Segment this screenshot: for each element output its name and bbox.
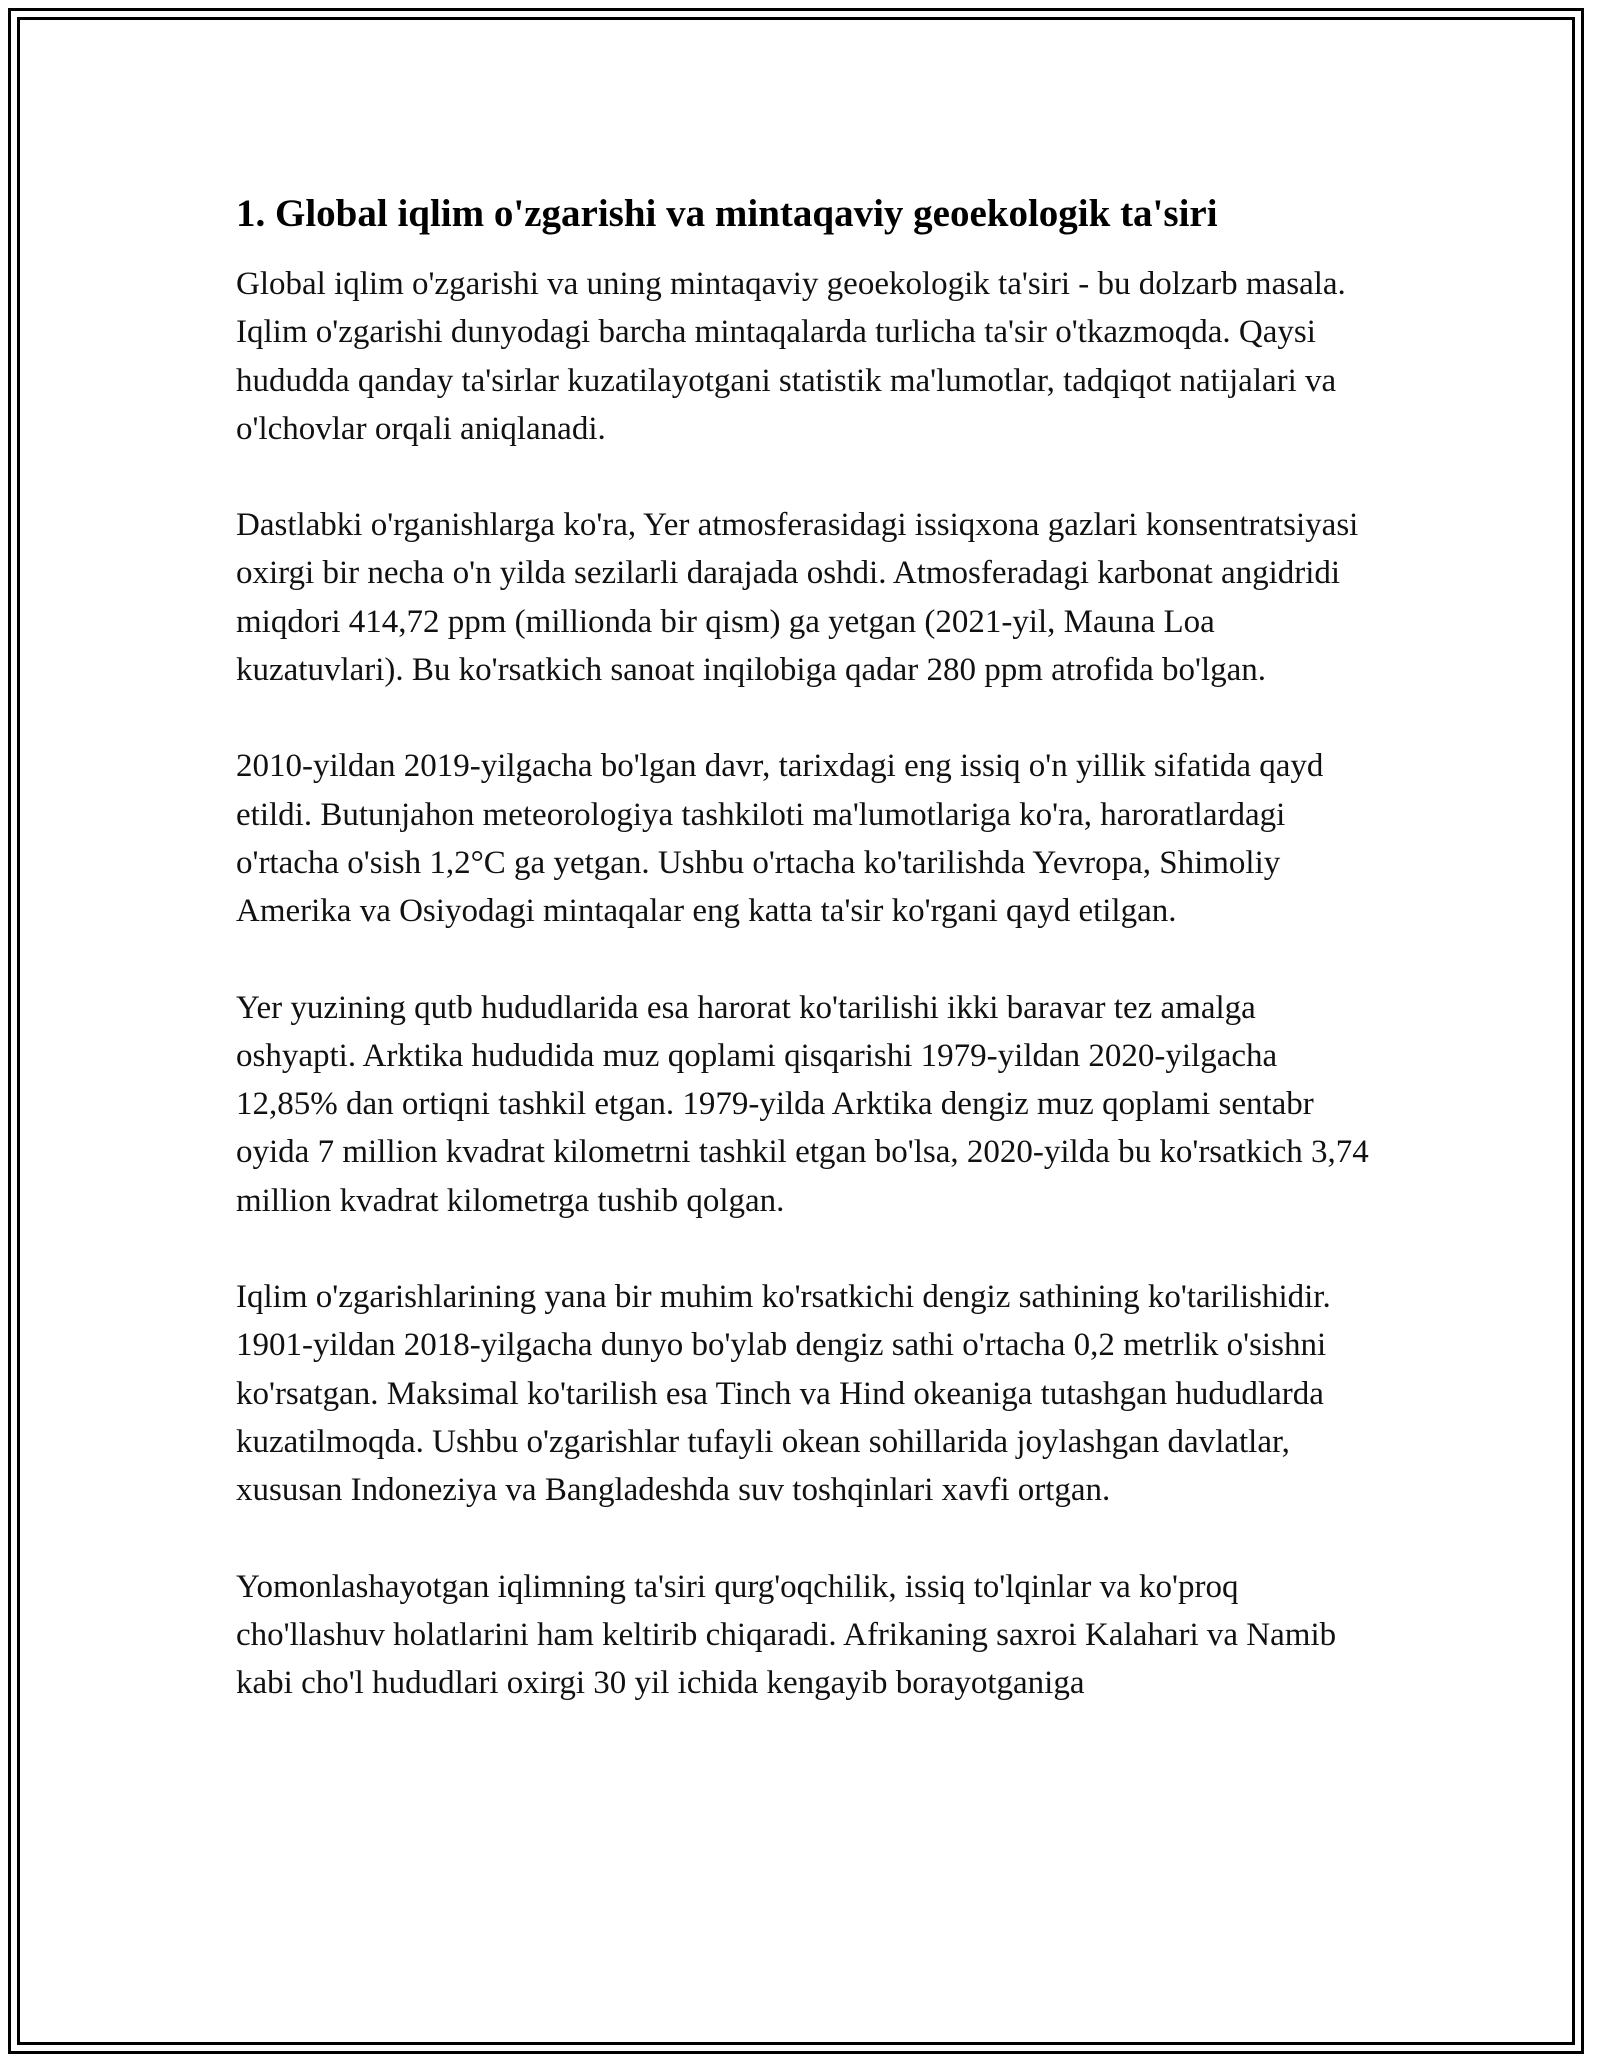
- paragraph-3: 2010-yildan 2019-yilgacha bo'lgan davr, tarixdagi eng issiq o'n yillik sifatida qayd etildi. Butunjahon meteorologiya tashkiloti ma'lumotlariga ko'ra, haroratlardagi o'rtacha o'sish 1,2°C ga yetgan. Ushbu o'rtacha ko'tarilishda Yevropa, Shimoliy Amerika va Osiyodagi mintaqalar eng katta ta'sir ko'rgani qayd etilgan.: [236, 748, 1324, 930]
- paragraph-2: Dastlabki o'rganishlarga ko'ra, Yer atmosferasidagi issiqxona gazlari konsentratsiyasi oxirgi bir necha o'n yilda sezilarli darajada oshdi. Atmosferadagi karbonat angidridi miqdori 414,72 ppm (millionda bir qism) ga yetgan (2021-yil, Mauna Loa kuzatuvlari). Bu ko'rsatkich sanoat inqilobiga qadar 280 ppm atrofida bo'lgan.: [236, 507, 1359, 689]
- section-title: 1. Global iqlim o'zgarishi va mintaqaviy geoekologik ta'siri: [236, 192, 1218, 235]
- paragraph-4: Yer yuzining qutb hududlarida esa harorat ko'tarilishi ikki baravar tez amalga oshyapti. Arktika hududida muz qoplami qisqarishi 1979-yildan 2020-yilgacha 12,85% dan ortiqni tashkil etgan. 1979-yilda Arktika dengiz muz qoplami sentabr oyida 7 million kvadrat kilometrni tashkil etgan bo'lsa, 2020-yilda bu ko'rsatkich 3,74 million kvadrat kilometrga tushib qolgan.: [236, 989, 1369, 1219]
- document-body: [236, 186, 1376, 1707]
- paragraph-6: Yomonlashayotgan iqlimning ta'siri qurg'oqchilik, issiq to'lqinlar va ko'proq cho'llashuv holatlarini ham keltirib chiqaradi. Afrikaning saxroi Kalahari va Namib kabi cho'l hududlari oxirgi 30 yil ichida kengayib borayotganiga: [236, 1568, 1337, 1702]
- paragraph-5: Iqlim o'zgarishlarining yana bir muhim ko'rsatkichi dengiz sathining ko'tarilishidir. 1901-yildan 2018-yilgacha dunyo bo'ylab dengiz sathi o'rtacha 0,2 metrlik o'sishni ko'rsatgan. Maksimal ko'tarilish esa Tinch va Hind okeaniga tutashgan hududlarda kuzatilmoqda. Ushbu o'zgarishlar tufayli okean sohillarida joylashgan davlatlar, xususan Indoneziya va Bangladeshda suv toshqinlari xavfi ortgan.: [236, 1279, 1331, 1509]
- paragraph-1: Global iqlim o'zgarishi va uning mintaqaviy geoekologik ta'siri - bu dolzarb masala. Iqlim o'zgarishi dunyodagi barcha mintaqalarda turlicha ta'sir o'tkazmoqda. Qaysi hududda qanday ta'sirlar kuzatilayotgani statistik ma'lumotlar, tadqiqot natijalari va o'lchovlar orqali aniqlanadi.: [236, 266, 1346, 447]
